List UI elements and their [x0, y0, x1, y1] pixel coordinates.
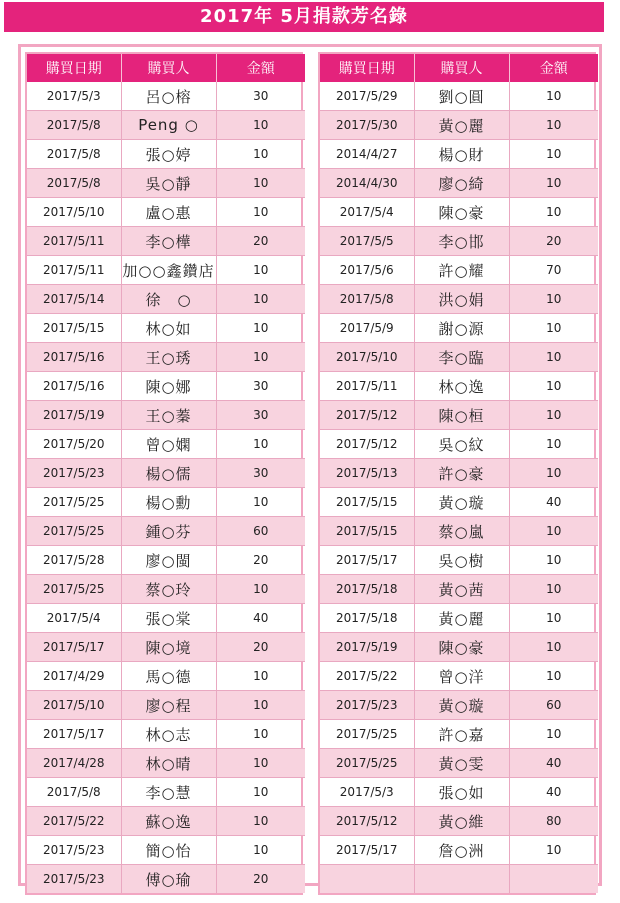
date-cell: 2017/5/11	[27, 256, 121, 285]
buyer-cell: 黃○茜	[414, 575, 509, 604]
buyer-cell: 黃○麗	[414, 604, 509, 633]
date-cell: 2017/5/4	[320, 198, 414, 227]
table-row	[27, 140, 305, 169]
buyer-cell: 吳○紋	[414, 430, 509, 459]
table-row	[27, 227, 305, 256]
amount-cell: 10	[216, 140, 305, 169]
date-cell: 2017/5/29	[320, 82, 414, 111]
amount-cell: 80	[509, 807, 598, 836]
buyer-cell: 吳○樹	[414, 546, 509, 575]
date-cell: 2017/5/22	[27, 807, 121, 836]
date-cell: 2017/5/5	[320, 227, 414, 256]
table-row	[320, 807, 598, 836]
buyer-cell: 傅○瑜	[121, 865, 216, 894]
date-cell	[320, 865, 414, 894]
amount-cell: 20	[216, 633, 305, 662]
date-cell: 2017/5/19	[320, 633, 414, 662]
donor-table	[320, 54, 598, 893]
amount-cell: 10	[509, 343, 598, 372]
date-cell: 2017/5/8	[27, 169, 121, 198]
amount-cell: 10	[509, 517, 598, 546]
date-cell: 2017/5/18	[320, 604, 414, 633]
table-row	[320, 865, 598, 894]
table-row	[320, 836, 598, 865]
amount-cell: 30	[216, 82, 305, 111]
table-row	[27, 778, 305, 807]
amount-cell: 10	[216, 285, 305, 314]
table-row	[27, 372, 305, 401]
amount-cell: 10	[216, 778, 305, 807]
buyer-cell: 許○嘉	[414, 720, 509, 749]
buyer-cell: 楊○儒	[121, 459, 216, 488]
page-title: 2017年 5月捐款芳名錄	[4, 2, 604, 32]
date-cell: 2017/5/15	[320, 517, 414, 546]
date-cell: 2017/5/4	[27, 604, 121, 633]
amount-cell: 10	[509, 633, 598, 662]
table-row	[27, 865, 305, 894]
header-amount: 金額	[509, 54, 598, 82]
date-cell: 2017/5/20	[27, 430, 121, 459]
amount-cell: 30	[216, 401, 305, 430]
buyer-cell: 陳○豪	[414, 633, 509, 662]
donor-table-right	[318, 52, 596, 895]
date-cell: 2017/5/25	[320, 749, 414, 778]
amount-cell: 10	[216, 314, 305, 343]
amount-cell: 40	[509, 749, 598, 778]
buyer-cell: 蔡○嵐	[414, 517, 509, 546]
date-cell: 2017/5/12	[320, 807, 414, 836]
table-row	[27, 488, 305, 517]
donor-table-left	[25, 52, 303, 895]
buyer-cell: 楊○財	[414, 140, 509, 169]
amount-cell: 10	[509, 459, 598, 488]
table-row	[27, 604, 305, 633]
table-body	[27, 82, 305, 893]
amount-cell: 10	[509, 575, 598, 604]
date-cell: 2014/4/30	[320, 169, 414, 198]
date-cell: 2017/5/11	[320, 372, 414, 401]
table-row	[27, 111, 305, 140]
header-date: 購買日期	[320, 54, 414, 82]
amount-cell: 10	[216, 198, 305, 227]
table-body	[320, 82, 598, 893]
buyer-cell: 王○琇	[121, 343, 216, 372]
amount-cell: 10	[509, 720, 598, 749]
table-row	[27, 836, 305, 865]
date-cell: 2017/5/11	[27, 227, 121, 256]
date-cell: 2017/5/3	[320, 778, 414, 807]
amount-cell: 10	[216, 749, 305, 778]
buyer-cell: 廖○閩	[121, 546, 216, 575]
buyer-cell: 黃○維	[414, 807, 509, 836]
date-cell: 2017/5/18	[320, 575, 414, 604]
date-cell: 2017/5/8	[27, 111, 121, 140]
table-row	[320, 430, 598, 459]
buyer-cell: 曾○嫻	[121, 430, 216, 459]
date-cell: 2017/5/10	[27, 691, 121, 720]
buyer-cell: 黃○璇	[414, 691, 509, 720]
amount-cell: 10	[509, 140, 598, 169]
date-cell: 2014/4/27	[320, 140, 414, 169]
amount-cell: 40	[509, 488, 598, 517]
date-cell: 2017/5/23	[27, 836, 121, 865]
buyer-cell: 黃○璇	[414, 488, 509, 517]
buyer-cell: 吳○靜	[121, 169, 216, 198]
buyer-cell: 陳○娜	[121, 372, 216, 401]
table-row	[27, 662, 305, 691]
date-cell: 2017/5/3	[27, 82, 121, 111]
buyer-cell	[414, 865, 509, 894]
buyer-cell: 張○如	[414, 778, 509, 807]
table-row	[320, 343, 598, 372]
amount-cell: 10	[216, 430, 305, 459]
table-row	[27, 807, 305, 836]
table-row	[320, 720, 598, 749]
amount-cell: 30	[216, 372, 305, 401]
table-row	[320, 604, 598, 633]
date-cell: 2017/5/25	[27, 488, 121, 517]
date-cell: 2017/5/12	[320, 401, 414, 430]
donor-table	[27, 54, 305, 893]
amount-cell: 30	[216, 459, 305, 488]
table-row	[27, 343, 305, 372]
buyer-cell: 林○逸	[414, 372, 509, 401]
date-cell: 2017/4/28	[27, 749, 121, 778]
amount-cell: 10	[509, 285, 598, 314]
buyer-cell: 蘇○逸	[121, 807, 216, 836]
table-row	[27, 575, 305, 604]
date-cell: 2017/5/23	[27, 865, 121, 894]
buyer-cell: 黃○麗	[414, 111, 509, 140]
amount-cell: 10	[216, 807, 305, 836]
table-row	[320, 256, 598, 285]
table-row	[27, 430, 305, 459]
header-date: 購買日期	[27, 54, 121, 82]
buyer-cell: Peng ○	[121, 111, 216, 140]
date-cell: 2017/5/23	[27, 459, 121, 488]
buyer-cell: 馬○德	[121, 662, 216, 691]
buyer-cell: 盧○惠	[121, 198, 216, 227]
buyer-cell: 廖○綺	[414, 169, 509, 198]
buyer-cell: 廖○程	[121, 691, 216, 720]
table-row	[320, 401, 598, 430]
buyer-cell: 陳○境	[121, 633, 216, 662]
buyer-cell: 劉○圓	[414, 82, 509, 111]
date-cell: 2017/5/15	[320, 488, 414, 517]
amount-cell: 10	[216, 836, 305, 865]
amount-cell: 70	[509, 256, 598, 285]
amount-cell: 20	[216, 865, 305, 894]
amount-cell: 10	[509, 836, 598, 865]
amount-cell: 10	[509, 314, 598, 343]
table-row	[320, 778, 598, 807]
amount-cell: 10	[216, 662, 305, 691]
buyer-cell: 鍾○芬	[121, 517, 216, 546]
buyer-cell: 楊○勳	[121, 488, 216, 517]
date-cell: 2017/5/25	[27, 575, 121, 604]
donor-list-frame	[18, 44, 602, 889]
date-cell: 2017/5/19	[27, 401, 121, 430]
date-cell: 2017/5/12	[320, 430, 414, 459]
date-cell: 2017/5/28	[27, 546, 121, 575]
date-cell: 2017/5/9	[320, 314, 414, 343]
table-row	[320, 372, 598, 401]
table-row	[320, 575, 598, 604]
amount-cell: 10	[216, 111, 305, 140]
date-cell: 2017/5/22	[320, 662, 414, 691]
buyer-cell: 詹○洲	[414, 836, 509, 865]
table-row	[320, 111, 598, 140]
date-cell: 2017/5/10	[27, 198, 121, 227]
amount-cell: 10	[509, 604, 598, 633]
table-row	[320, 82, 598, 111]
table-row	[320, 285, 598, 314]
buyer-cell: 張○婷	[121, 140, 216, 169]
date-cell: 2017/5/13	[320, 459, 414, 488]
buyer-cell: 李○樺	[121, 227, 216, 256]
buyer-cell: 王○蓁	[121, 401, 216, 430]
table-row	[320, 546, 598, 575]
amount-cell	[509, 865, 598, 894]
date-cell: 2017/5/23	[320, 691, 414, 720]
table-row	[27, 285, 305, 314]
buyer-cell: 陳○桓	[414, 401, 509, 430]
table-row	[320, 198, 598, 227]
date-cell: 2017/5/17	[320, 836, 414, 865]
table-row	[320, 662, 598, 691]
buyer-cell: 李○慧	[121, 778, 216, 807]
amount-cell: 40	[509, 778, 598, 807]
date-cell: 2017/5/30	[320, 111, 414, 140]
date-cell: 2017/4/29	[27, 662, 121, 691]
table-row	[320, 227, 598, 256]
buyer-cell: 徐 ○	[121, 285, 216, 314]
date-cell: 2017/5/16	[27, 343, 121, 372]
table-row	[27, 633, 305, 662]
date-cell: 2017/5/17	[320, 546, 414, 575]
date-cell: 2017/5/17	[27, 720, 121, 749]
amount-cell: 10	[509, 82, 598, 111]
table-row	[27, 691, 305, 720]
table-row	[27, 256, 305, 285]
amount-cell: 10	[509, 372, 598, 401]
table-header-row	[320, 54, 598, 82]
amount-cell: 20	[509, 227, 598, 256]
header-buyer: 購買人	[414, 54, 509, 82]
table-row	[27, 169, 305, 198]
table-row	[320, 140, 598, 169]
buyer-cell: 蔡○玲	[121, 575, 216, 604]
buyer-cell: 許○豪	[414, 459, 509, 488]
buyer-cell: 李○臨	[414, 343, 509, 372]
date-cell: 2017/5/17	[27, 633, 121, 662]
table-row	[320, 749, 598, 778]
table-row	[27, 82, 305, 111]
date-cell: 2017/5/8	[27, 778, 121, 807]
amount-cell: 60	[216, 517, 305, 546]
table-row	[27, 401, 305, 430]
date-cell: 2017/5/8	[320, 285, 414, 314]
amount-cell: 10	[509, 546, 598, 575]
table-row	[27, 314, 305, 343]
date-cell: 2017/5/6	[320, 256, 414, 285]
amount-cell: 10	[216, 169, 305, 198]
table-row	[320, 314, 598, 343]
table-row	[320, 517, 598, 546]
buyer-cell: 林○晴	[121, 749, 216, 778]
buyer-cell: 洪○娟	[414, 285, 509, 314]
table-row	[320, 488, 598, 517]
table-row	[27, 459, 305, 488]
buyer-cell: 李○邯	[414, 227, 509, 256]
amount-cell: 20	[216, 546, 305, 575]
buyer-cell: 曾○洋	[414, 662, 509, 691]
amount-cell: 60	[509, 691, 598, 720]
amount-cell: 10	[509, 430, 598, 459]
table-row	[27, 749, 305, 778]
date-cell: 2017/5/8	[27, 140, 121, 169]
buyer-cell: 張○棠	[121, 604, 216, 633]
amount-cell: 10	[509, 169, 598, 198]
buyer-cell: 簡○怡	[121, 836, 216, 865]
amount-cell: 10	[216, 256, 305, 285]
amount-cell: 10	[216, 720, 305, 749]
buyer-cell: 林○如	[121, 314, 216, 343]
header-amount: 金額	[216, 54, 305, 82]
date-cell: 2017/5/25	[320, 720, 414, 749]
buyer-cell: 謝○源	[414, 314, 509, 343]
amount-cell: 10	[509, 401, 598, 430]
date-cell: 2017/5/14	[27, 285, 121, 314]
table-row	[27, 546, 305, 575]
table-row	[320, 169, 598, 198]
date-cell: 2017/5/25	[27, 517, 121, 546]
buyer-cell: 黃○雯	[414, 749, 509, 778]
amount-cell: 20	[216, 227, 305, 256]
amount-cell: 10	[509, 111, 598, 140]
date-cell: 2017/5/15	[27, 314, 121, 343]
buyer-cell: 加○○鑫鑽店	[121, 256, 216, 285]
table-row	[27, 720, 305, 749]
buyer-cell: 呂○榕	[121, 82, 216, 111]
buyer-cell: 陳○豪	[414, 198, 509, 227]
amount-cell: 10	[216, 343, 305, 372]
amount-cell: 40	[216, 604, 305, 633]
table-row	[27, 198, 305, 227]
header-buyer: 購買人	[121, 54, 216, 82]
date-cell: 2017/5/16	[27, 372, 121, 401]
amount-cell: 10	[509, 662, 598, 691]
table-row	[320, 691, 598, 720]
table-header-row	[27, 54, 305, 82]
table-row	[27, 517, 305, 546]
amount-cell: 10	[509, 198, 598, 227]
date-cell: 2017/5/10	[320, 343, 414, 372]
table-row	[320, 459, 598, 488]
table-row	[320, 633, 598, 662]
buyer-cell: 林○志	[121, 720, 216, 749]
amount-cell: 10	[216, 691, 305, 720]
buyer-cell: 許○耀	[414, 256, 509, 285]
amount-cell: 10	[216, 488, 305, 517]
amount-cell: 10	[216, 575, 305, 604]
